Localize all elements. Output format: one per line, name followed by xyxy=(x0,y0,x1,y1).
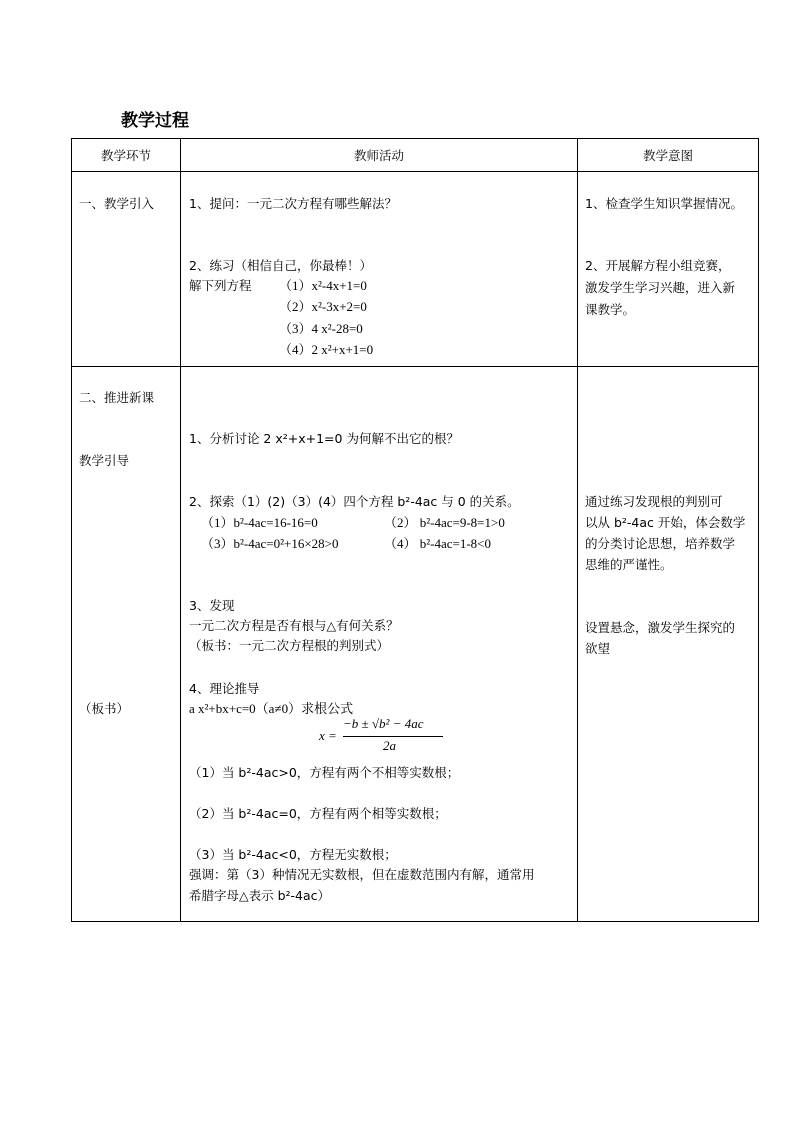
row1-q1: 1、提问：一元二次方程有哪些解法？ xyxy=(189,196,397,211)
header-teacher-activity: 教师活动 xyxy=(181,139,578,172)
row2-note-line2: 希腊字母△表示 b²-4ac） xyxy=(189,888,331,903)
page-title: 教学过程 xyxy=(121,111,189,131)
row1-intent-cell xyxy=(578,172,759,367)
row1-eq2: （2）x²-3x+2=0 xyxy=(279,299,367,314)
row1-eq3: （3）4 x²-28=0 xyxy=(279,321,363,336)
row2-case1: （1）当 b²-4ac>0，方程有两个不相等实数根； xyxy=(189,765,460,780)
row2-s3: 3、发现 xyxy=(189,598,235,613)
row2-intent1-line1: 通过练习发现根的判别可 xyxy=(585,494,723,509)
row1-stage: 一、教学引入 xyxy=(79,196,155,211)
row2-stage: 二、推进新课 xyxy=(79,390,155,405)
row1-activity-cell xyxy=(181,172,578,367)
formula-lhs: x = xyxy=(319,728,337,743)
row2-s3-line1: 一元二次方程是否有根与△有何关系？ xyxy=(189,618,399,633)
table-header-row xyxy=(72,139,759,172)
header-stage: 教学环节 xyxy=(72,139,181,172)
row2-s2-d: （4） b²-4ac=1-8<0 xyxy=(384,536,492,551)
row1-intent2-line1: 2、开展解方程小组竞赛， xyxy=(585,258,731,273)
row2-stage-cell xyxy=(72,367,181,922)
row2-s2-c: （3）b²-4ac=0²+16×28>0 xyxy=(201,536,339,551)
row2-intent1-line4: 思维的严谨性。 xyxy=(585,557,673,572)
row1-intent1: 1、检查学生知识掌握情况。 xyxy=(585,196,743,211)
row1-intent2-line2: 激发学生学习兴趣，进入新 xyxy=(585,280,736,295)
row2-case2: （2）当 b²-4ac=0，方程有两个相等实数根； xyxy=(189,806,447,821)
row2-intent-cell xyxy=(578,367,759,922)
row2-s3-line2: （板书：一元二次方程根的判别式） xyxy=(189,638,390,653)
row1-intent2-line3: 课教学。 xyxy=(585,302,636,317)
row1-eq1: （1）x²-4x+1=0 xyxy=(279,278,367,293)
row1-stage-cell xyxy=(72,172,181,367)
row2-case3: （3）当 b²-4ac<0，方程无实数根； xyxy=(189,847,397,862)
row2-stage-board: （板书） xyxy=(79,701,130,716)
row2-s2-a: （1）b²-4ac=16-16=0 xyxy=(201,515,318,530)
row2-intent1-line3: 的分类讨论思想，培养数学 xyxy=(585,536,736,551)
row2-activity-cell xyxy=(181,367,578,922)
row2-intent2-line1: 设置悬念，激发学生探究的 xyxy=(585,620,736,635)
formula-numerator: −b ± √b² − 4ac xyxy=(343,716,424,731)
row2-s2-b: （2） b²-4ac=9-8=1>0 xyxy=(384,515,505,530)
table-row xyxy=(72,367,759,922)
row2-s1: 1、分析讨论 2 x²+x+1=0 为何解不出它的根？ xyxy=(189,431,459,446)
formula-denominator: 2a xyxy=(383,738,396,753)
table-row xyxy=(72,172,759,367)
fraction-bar xyxy=(343,736,443,737)
row1-q2-lead: 解下列方程 xyxy=(189,278,252,293)
row2-s2: 2、探索（1）(2)（3）(4）四个方程 b²-4ac 与 0 的关系。 xyxy=(189,494,520,509)
row2-stage-sub: 教学引导 xyxy=(79,453,130,468)
row2-intent2-line2: 欲望 xyxy=(585,641,611,656)
row2-s4-line1: a x²+bx+c=0（a≠0）求根公式 xyxy=(189,701,354,716)
row1-eq4: （4）2 x²+x+1=0 xyxy=(279,342,374,357)
header-intent: 教学意图 xyxy=(578,139,759,172)
row1-q2: 2、练习（相信自己，你最棒！） xyxy=(189,258,372,273)
row2-s4: 4、理论推导 xyxy=(189,681,260,696)
row2-note-line1: 强调：第（3）种情况无实数根，但在虚数范围内有解，通常用 xyxy=(189,867,535,882)
quadratic-formula xyxy=(343,716,443,756)
row2-intent1-line2: 以从 b²-4ac 开始，体会数学 xyxy=(585,515,746,530)
lesson-table xyxy=(71,138,759,922)
